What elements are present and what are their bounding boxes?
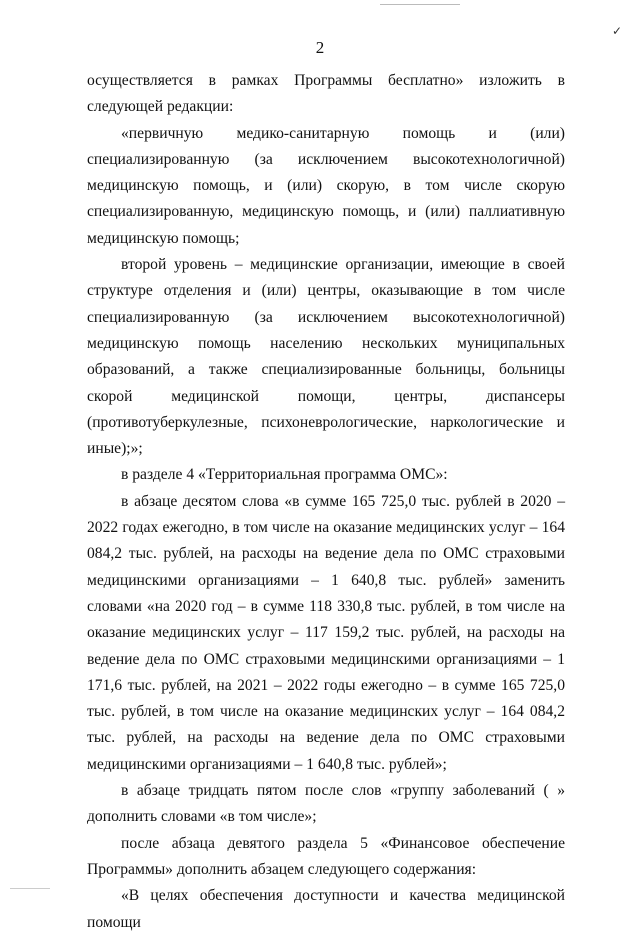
page-number: 2 [315, 38, 325, 57]
document-body [87, 68, 565, 936]
paragraph-2: «первичную медико-санитарную помощь и (или) специализированную (за исключением высокотехнологичной) медицинскую помощь, и (или) скорую, в том числе скорую специализированную, медицинскую помощь, и (или) паллиативную медицинскую помощь; [87, 124, 565, 247]
paragraph-1: осуществляется в рамках Программы бесплатно» изложить в следующей редакции: [87, 72, 565, 116]
handwritten-check-mark: ✓ [611, 24, 622, 38]
scan-artifact-line-bottom [10, 888, 50, 889]
paragraph-4: в разделе 4 «Территориальная программа ОМС»: [121, 466, 448, 484]
paragraph-3: второй уровень – медицинские организации, имеющие в своей структуре отделения и (или) центры, оказывающие в том числе специализированную (за исключением высокотехнологичной) медицинскую помощь населению нескольких муниципальных образований, а также специализированные больницы, больницы скорой медицинской помощи, центры, диспансеры (противотуберкулезные, психоневрологические, наркологические и иные);»; [87, 256, 565, 458]
paragraph-5: в абзаце десятом слова «в сумме 165 725,0 тыс. рублей в 2020 – 2022 годах ежегодно, в том числе на оказание медицинских услуг – 164 084,2 тыс. рублей, на расходы на ведение дела по ОМС страховыми медицинскими организациями – 1 640,8 тыс. рублей» заменить словами «на 2020 год – в сумме 118 330,8 тыс. рублей, в том числе на оказание медицинских услуг – 117 159,2 тыс. рублей, на расходы на ведение дела по ОМС страховыми медицинскими организациями – 1 171,6 тыс. рублей, на 2021 – 2022 годы ежегодно – в сумме 165 725,0 тыс. рублей, в том числе на оказание медицинских услуг – 164 084,2 тыс. рублей, на расходы на ведение дела по ОМС страховыми медицинскими организациями – 1 640,8 тыс. рублей»; [87, 492, 565, 773]
paragraph-8: «В целях обеспечения доступности и качества медицинской помощи [87, 887, 565, 931]
scan-artifact-line [380, 4, 460, 5]
paragraph-7: после абзаца девятого раздела 5 «Финансовое обеспечение Программы» дополнить абзацем следующего содержания: [87, 834, 565, 878]
paragraph-6: в абзаце тридцать пятом после слов «группу заболеваний ( » дополнить словами «в том числе»; [87, 782, 565, 826]
